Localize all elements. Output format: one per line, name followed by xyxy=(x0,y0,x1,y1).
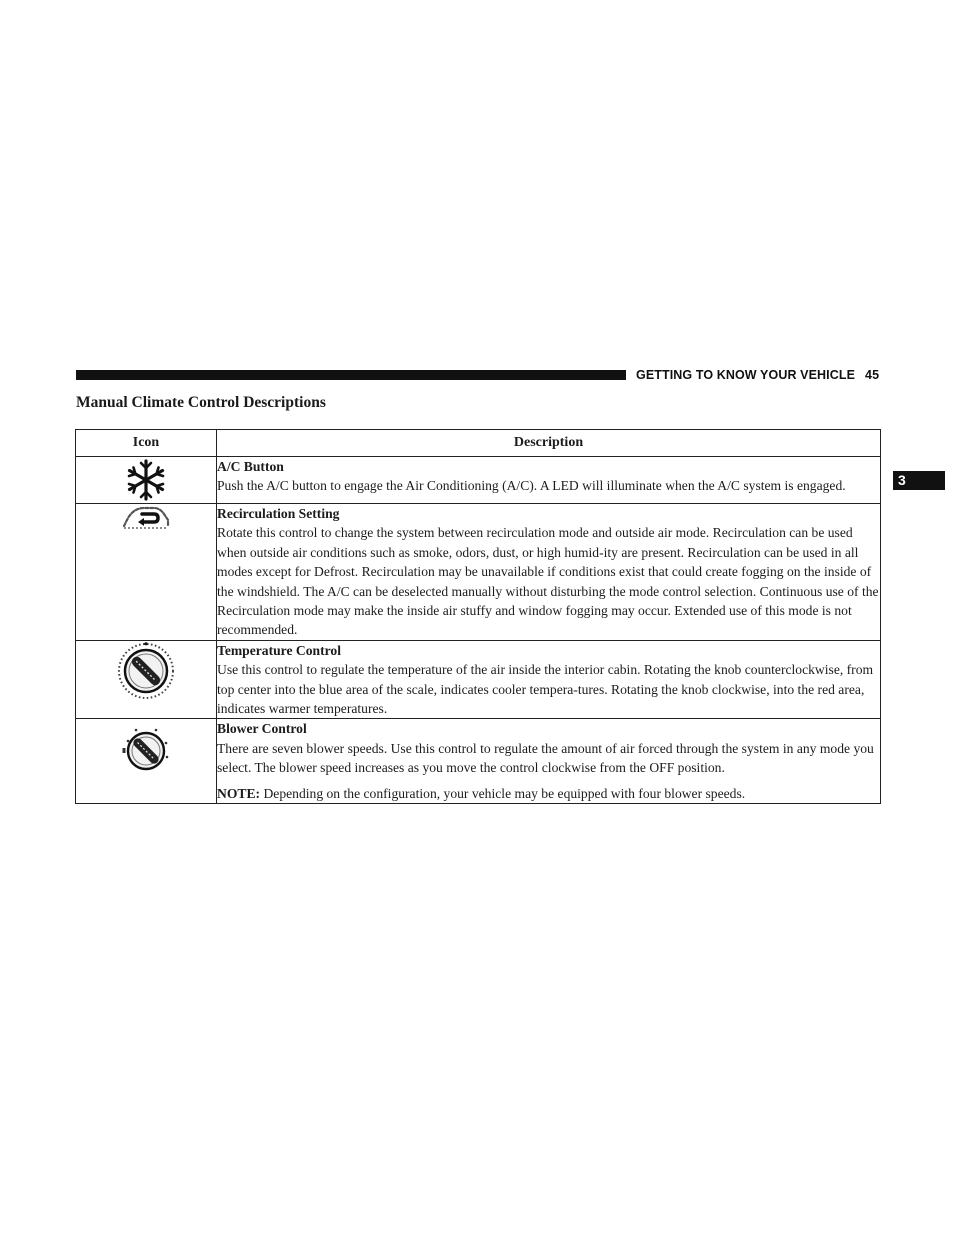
icon-cell xyxy=(76,457,217,504)
table-row xyxy=(76,719,881,804)
row-body: Push the A/C button to engage the Air Conditioning (A/C). A LED will illuminate when the A/C system is engaged. xyxy=(217,478,846,494)
row-body: There are seven blower speeds. Use this control to regulate the amount of air forced through the system in any mode you select. The blower speed increases as you move the control clockwise from the OFF position. xyxy=(217,740,874,776)
description-cell xyxy=(217,719,881,804)
row-body: Rotate this control to change the system between recirculation mode and outside air mode. Recirculation can be used when outside air conditions such as smoke, odors, dust, or high humid-ity are present. Recirculation can be used in all modes except for Defrost. Recirculation may be unavailable if conditions exist that could create fogging on the inside of the windshield. The A/C can be deselected manually without disturbing the mode control selection. Continuous use of the Recirculation mode may make the inside air stuffy and window fogging may occur. Extended use of this mode is not recommended. xyxy=(217,525,879,638)
icon-cell xyxy=(76,640,217,719)
chapter-tab: 3 xyxy=(893,471,945,490)
row-body: Use this control to regulate the temperature of the air inside the interior cabin. Rotating the knob counterclockwise, from top center into the blue area of the scale, indicates cooler tempera-tures. Rotating the knob clockwise, into the red area, indicates warmer temperatures. xyxy=(217,662,874,717)
icon-column-header: Icon xyxy=(76,430,217,457)
note-label: NOTE: xyxy=(217,785,261,801)
chapter-title: GETTING TO KNOW YOUR VEHICLE xyxy=(636,368,856,382)
row-title: Temperature Control xyxy=(217,642,341,658)
icon-cell xyxy=(76,504,217,641)
description-cell xyxy=(217,504,881,641)
row-title: Blower Control xyxy=(217,721,307,737)
description-cell xyxy=(217,457,881,504)
note-text: Depending on the configuration, your vehicle may be equipped with four blower speeds. xyxy=(263,785,746,801)
table-row xyxy=(76,640,881,719)
table-row xyxy=(76,504,881,641)
row-title: Recirculation Setting xyxy=(217,506,340,521)
recirculation-icon xyxy=(120,504,172,532)
snowflake-icon xyxy=(123,457,169,503)
description-column-header: Description xyxy=(217,430,881,457)
description-cell xyxy=(217,640,881,719)
row-title: A/C Button xyxy=(217,459,284,474)
section-title: Manual Climate Control Descriptions xyxy=(76,394,326,411)
table-row xyxy=(76,457,881,504)
page-number: 45 xyxy=(865,368,880,382)
climate-control-table xyxy=(75,429,881,804)
running-header xyxy=(636,367,879,383)
note xyxy=(217,784,880,803)
icon-cell xyxy=(76,719,217,804)
blower-knob-icon xyxy=(116,719,176,779)
header-rule xyxy=(76,370,626,380)
table-header-row xyxy=(76,430,881,457)
temperature-knob-icon xyxy=(116,641,176,701)
